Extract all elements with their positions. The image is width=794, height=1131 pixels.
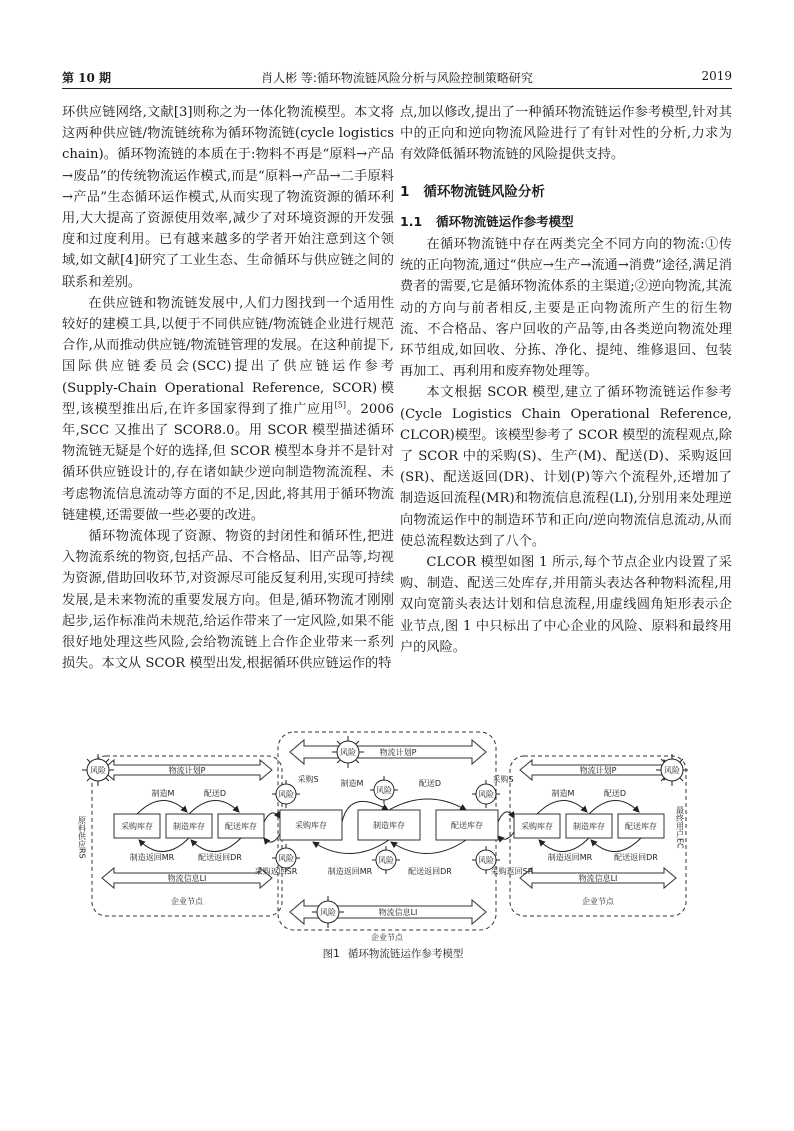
risk-label: 风险 (378, 856, 394, 865)
source-label: 采购S (492, 775, 514, 784)
paragraph: 点,加以修改,提出了一种循环物流链运作参考模型,针对其中的正向和逆向物流风险进行了有针对性的分析,力求为有效降低循环物流链的风险提供支持。 (400, 105, 732, 163)
section-heading (400, 182, 732, 203)
inventory-label: 配送库存 (451, 821, 483, 830)
paragraph: 本文根据 SCOR 模型,建立了循环物流链运作参考(Cycle Logistics Chain Operational Reference, CLCOR)模型。该模型参考了 SCOR 模型的流程观点,除了 SCOR 中的采购(S)、生产(M)、配送(D)、采购返回(SR)、配送返回(DR)、计划(P)等六个流程外,还增加了制造返回流程(MR)和物流信息流程(LI),分别用来处理逆向物流运作中的制造环节和正向/逆向物流信息流动,从而使总流程数达到了八个。 (400, 385, 732, 549)
inventory-label: 采购库存 (121, 822, 153, 831)
subsection-heading (400, 211, 732, 232)
paragraph: 环供应链网络,文献[3]则称之为一体化物流模型。本文将这两种供应链/物流链统称为循环物流链(cycle logistics chain)。循环物流链的本质在于:物料不再是“原料→产品→废品”的传统物流运作模式,而是“原料→产品→二手原料→产品”生态循环运作模式,从而实现了物流资源的循环利用,大大提高了资源使用效率,减少了对环境资源的开发强度和过度利用。已有越来越多的学者开始注意到这个领域,如文献[4]研究了工业生态、生命循环与供应链之间的联系和差别。 (62, 105, 394, 290)
node-label: 企业节点 (371, 933, 403, 942)
deliver-return-label: 配送返回DR (408, 867, 452, 876)
inventory-label: 采购库存 (295, 821, 327, 830)
inventory-label: 制造库存 (573, 822, 605, 831)
inventory-label: 制造库存 (373, 821, 405, 830)
deliver-return-label: 配送返回DR (198, 853, 242, 862)
deliver-label: 配送D (603, 789, 627, 798)
make-label: 制造M (551, 789, 575, 798)
right-column (400, 102, 732, 658)
risk-label: 风险 (376, 786, 392, 795)
inventory-label: 制造库存 (173, 822, 205, 831)
make-return-label: 制造返回MR (327, 867, 373, 876)
paragraph-text: 。2006 年,SCC 又推出了 SCOR8.0。用 SCOR 模型描述循环物流链无疑是个好的选择,但 SCOR 模型本身并不是针对循环供应链设计的,存在诸如缺少逆向制造物流流程、未考虑物流信息流动等方面的不足,因此,将其用于循环物流链建模,还需要做一些必要的改进。 (62, 401, 395, 523)
plan-label: 物流计划P (379, 748, 417, 757)
deliver-return-label: 配送返回DR (614, 853, 658, 862)
plan-label: 物流计划P (168, 766, 206, 775)
subsection-number: 1.1 (400, 213, 423, 229)
paragraph: CLCOR 模型如图 1 所示,每个节点企业内设置了采购、制造、配送三处库存,并用箭头表达各种物料流程,用双向宽箭头表达计划和信息流程,用虚线圆角矩形表示企业节点,图 1 中只标出了中心企业的风险、原料和最终用户的风险。 (400, 555, 732, 655)
inventory-label: 配送库存 (225, 822, 257, 831)
plan-label: 物流计划P (579, 766, 617, 775)
end-user-label: 最终用户EC (675, 806, 685, 849)
caption-number: 图1 (322, 948, 340, 960)
source-return-label: 采购返回SR (254, 867, 298, 876)
risk-label: 风险 (664, 766, 680, 775)
risk-label: 风险 (340, 748, 356, 757)
node-label: 企业节点 (171, 897, 203, 906)
inventory-label: 配送库存 (625, 822, 657, 831)
risk-label: 风险 (478, 790, 494, 799)
deliver-label: 配送D (203, 789, 227, 798)
risk-label: 风险 (278, 854, 294, 863)
issue-number: 第 10 期 (62, 71, 112, 85)
make-return-label: 制造返回MR (129, 853, 175, 862)
risk-label: 风险 (278, 790, 294, 799)
running-title: 肖人彬 等:循环物流链风险分析与风险控制策略研究 (261, 71, 533, 85)
figure-caption (0, 946, 794, 961)
left-column (62, 102, 394, 674)
paragraph: 在循环物流链中存在两类完全不同方向的物流:①传统的正向物流,通过“供应→生产→流通→消费”途径,满足消费者的需要,它是循环物流体系的主渠道;②逆向物流,其流动的方向与前者相反,主要是正向物流所产生的衍生物流、不合格品、客户回收的产品等,由各类逆向物流处理环节组成,如回收、分拣、净化、提纯、维修退回、包装再加工、再利用和废弃物处理等。 (400, 237, 732, 380)
paragraph (62, 293, 394, 526)
deliver-label: 配送D (418, 779, 442, 788)
paragraph-text: 在供应链和物流链发展中,人们力图找到一个适用性较好的建模工具,以便于不同供应链/物流链企业进行规范合作,从而推动供应链/物流链管理的发展。在这种前提下,国际供应链委员会(SCC)提出了供应链运作参考(Supply-Chain Operational Reference, SCOR)模型,该模型推出后,在许多国家得到了推广应用 (62, 295, 394, 417)
source-return-label: 采购返回SR (490, 867, 534, 876)
info-label: 物流信息LI (578, 874, 618, 883)
section-number: 1 (400, 183, 410, 200)
clcor-diagram (77, 726, 690, 946)
risk-label: 风险 (90, 766, 106, 775)
clcor-figure (77, 726, 690, 956)
info-label: 物流信息LI (167, 874, 207, 883)
make-label: 制造M (340, 779, 364, 788)
source-label: 采购S (297, 775, 319, 784)
info-label: 物流信息LI (378, 908, 418, 917)
citation: [5] (334, 400, 346, 410)
subsection-title: 循环物流链运作参考模型 (436, 213, 574, 229)
supplier-label: 原料供应RS (77, 816, 87, 859)
year: 2019 (701, 69, 732, 83)
caption-text: 循环物流链运作参考模型 (347, 948, 464, 960)
risk-label: 风险 (478, 856, 494, 865)
make-return-label: 制造返回MR (547, 853, 593, 862)
section-title: 循环物流链风险分析 (423, 183, 545, 200)
risk-label: 风险 (320, 908, 336, 917)
paragraph: 循环物流体现了资源、物资的封闭性和循环性,把进入物流系统的物资,包括产品、不合格品、旧产品等,均视为资源,借助回收环节,对资源尽可能反复利用,实现可持续发展,是未来物流的重要发展方向。但是,循环物流才刚刚起步,运作标准尚未规范,给运作带来了一定风险,如果不能很好地处理这些风险,会给物流链上合作企业带来一系列损失。本文从 SCOR 模型出发,根据循环供应链运作的特 (62, 529, 394, 672)
inventory-label: 采购库存 (521, 822, 553, 831)
page-header (62, 66, 732, 89)
make-label: 制造M (151, 789, 175, 798)
node-label: 企业节点 (582, 897, 614, 906)
